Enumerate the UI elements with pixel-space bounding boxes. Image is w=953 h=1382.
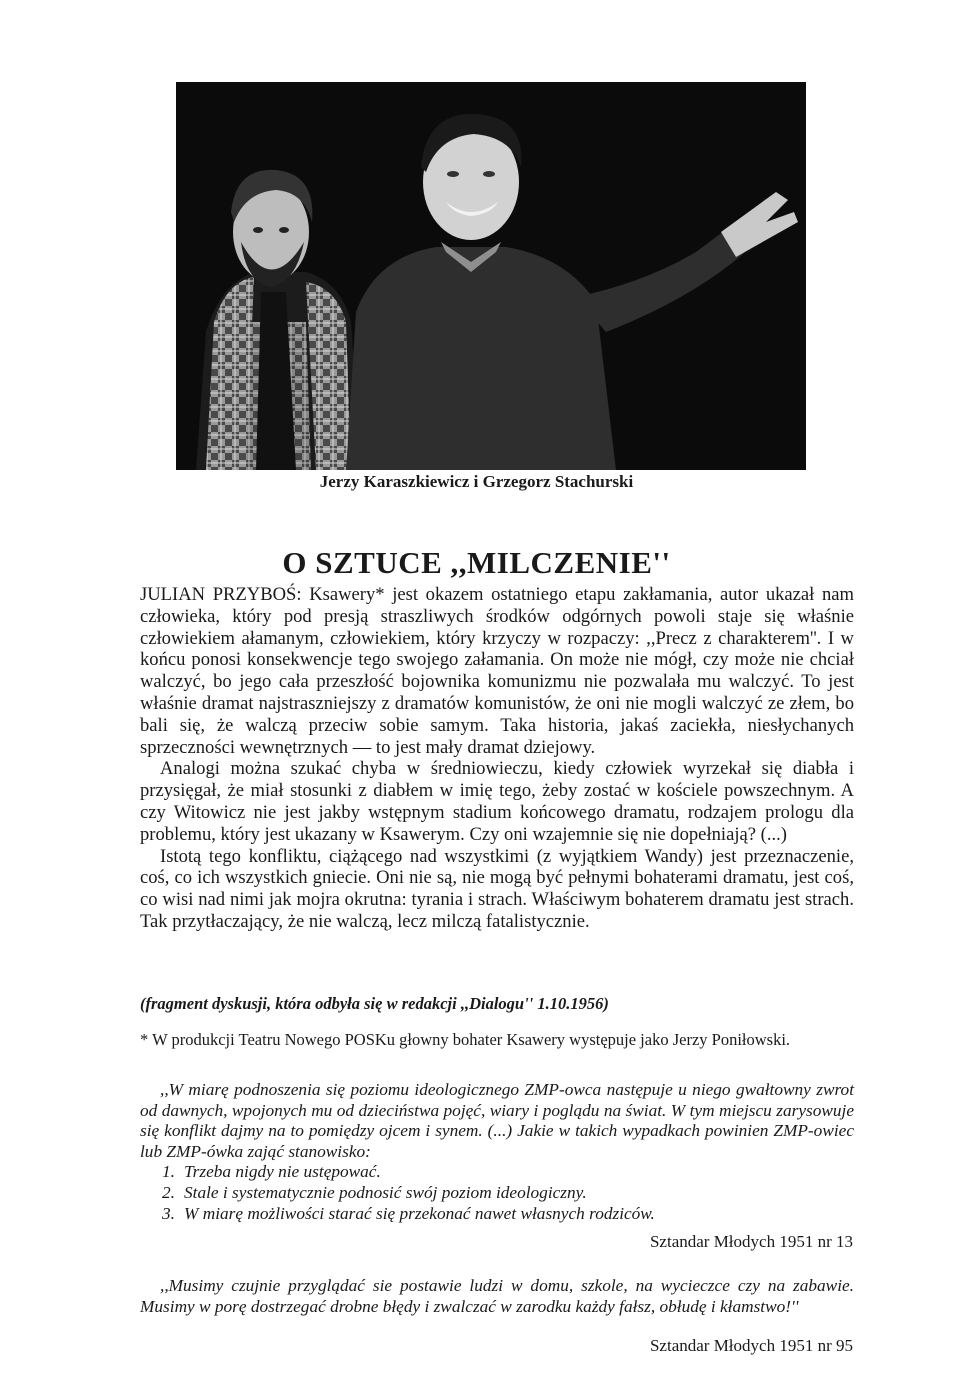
article-body xyxy=(140,584,854,933)
quote-block-2: ,,Musimy czujnie przyglądać sie postawie ludzi w domu, szkole, na wycieczce czy na zabawie. Musimy w porę dostrzegać drobne błędy i zwalczać w zarodku każdy fałsz, obłudę i kłamstwo!'' xyxy=(140,1276,854,1316)
photo-illustration xyxy=(176,82,806,470)
article-title: O SZTUCE ,,MILCZENIE'' xyxy=(282,545,671,580)
quote-list xyxy=(140,1162,854,1224)
quote-source-1: Sztandar Młodych 1951 nr 13 xyxy=(649,1232,853,1251)
list-text: W miarę możliwości starać się przekonać nawet własnych rodziców. xyxy=(184,1203,655,1223)
list-number: 2. xyxy=(162,1182,175,1202)
article-paragraph: JULIAN PRZYBOŚ: Ksawery* jest okazem ostatniego etapu zakłamania, autor ukazał nam człowieka, który pod presją straszliwych środków odgórnych powoli staje się właśnie człowiekiem ałamanym, człowiekiem, który krzyczy w rozpaczy: ,,Precz z charakterem''. I w końcu ponosi konsekwencje tego swojego załamania. On może nie mógł, czy może nie chciał walczyć, bo jego cała przeszłość bojownika komunizmu nie pozwalała mu walczyć. To jest właśnie dramat najstraszniejszy z dramatów komunistów, że oni nie mogli walczyć ze złem, bo bali się, że walczą przeciw sobie samym. Taka historia, jakaś zaciekła, niesłychanych sprzeczności wewnętrznych — to jest mały dramat dziejowy. xyxy=(140,584,854,758)
footnote: * W produkcji Teatru Nowego POSKu głowny bohater Ksawery występuje jako Jerzy Poniłowski. xyxy=(140,1030,791,1049)
quote-text: ,,W miarę podnoszenia się poziomu ideologicznego ZMP-owca następuje u niego gwałtowny zwrot od dawnych, wpojonych mu od dzieciństwa pojęć, wiary i poglądu na świat. W tym miejscu zarysowuje się konflikt dajmy na to pomiędzy ojcem i synem. (...) Jakie w takich wypadkach powinien ZMP-owiec lub ZMP-ówka zająć stanowisko: xyxy=(140,1080,854,1161)
article-paragraph: Analogi można szukać chyba w średniowieczu, kiedy człowiek wyrzekał się diabła i przysięgał, że miał stosunki z diabłem w imię tego, żeby zostać w kościele powszechnym. A czy Witowicz nie jest jakby wstępnym stadium końcowego dramatu, rodzajem prologu dla problemu, który jest ukazany w Ksawerym. Czy oni wzajemnie się nie dopełniają? (...) xyxy=(140,758,854,845)
photo-two-actors xyxy=(176,82,806,470)
quote-list-item xyxy=(162,1183,854,1204)
quote-list-item xyxy=(162,1162,854,1183)
quote-block-1 xyxy=(140,1080,854,1224)
list-text: Trzeba nigdy nie ustępować. xyxy=(184,1162,381,1182)
list-number: 3. xyxy=(162,1203,175,1223)
list-number: 1. xyxy=(162,1162,175,1182)
article-paragraph: Istotą tego konfliktu, ciążącego nad wszystkimi (z wyjątkiem Wandy) jest przeznaczenie, coś, co ich wszystkich gniecie. Oni nie są, nie mogą być pełnymi bohaterami dramatu, jest coś, co wisi nad nimi jak mojra okrutna: tyrania i strach. Właściwym bohaterem dramatu jest strach. Tak przytłaczający, że nie walczą, lecz milczą fatalistycznie. xyxy=(140,845,854,932)
quote-source-2: Sztandar Młodych 1951 nr 95 xyxy=(649,1336,853,1355)
list-text: Stale i systematycznie podnosić swój poziom ideologiczny. xyxy=(184,1182,587,1202)
quote-list-item xyxy=(162,1204,854,1225)
fragment-note: (fragment dyskusji, która odbyła się w redakcji ,,Dialogu'' 1.10.1956) xyxy=(140,994,609,1013)
photo-caption: Jerzy Karaszkiewicz i Grzegorz Stachurski xyxy=(319,472,634,491)
